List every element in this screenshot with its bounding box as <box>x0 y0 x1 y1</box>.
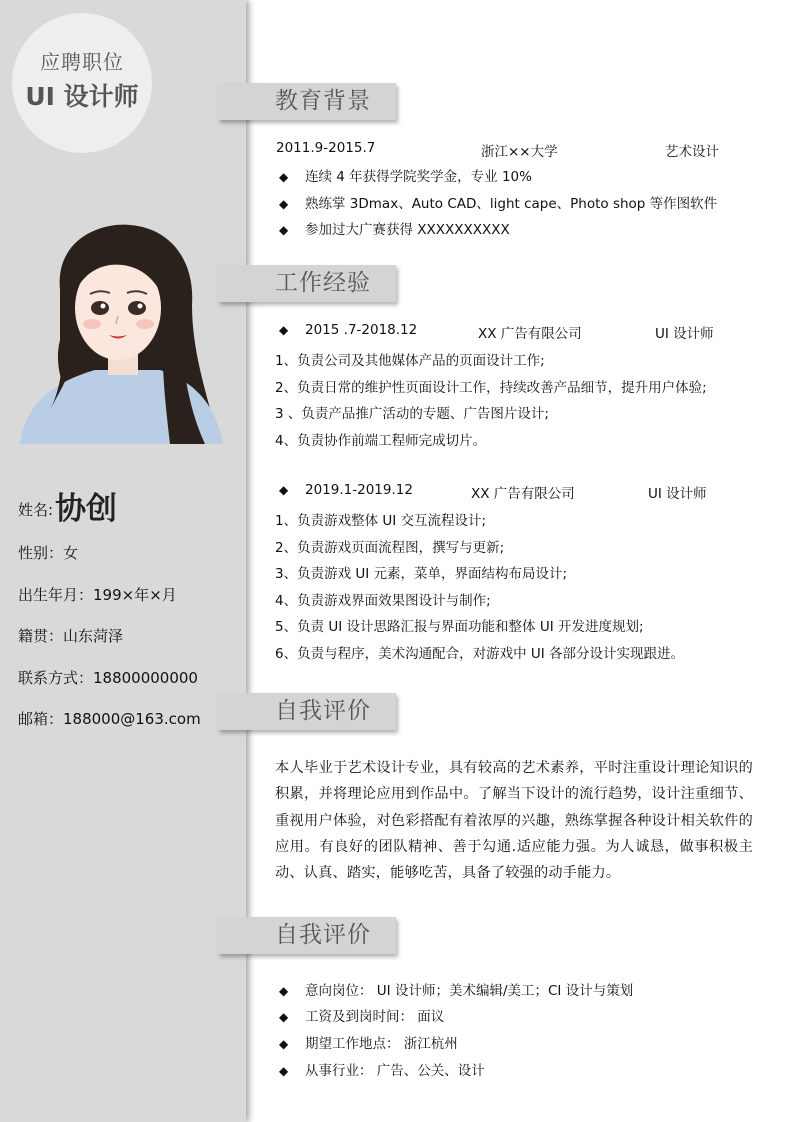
list-item: ◆ 熟练掌 3Dmax、Auto CAD、light cape、Photo shop 等作图软件 <box>279 196 718 212</box>
origin-row: 籍贯：山东菏泽 <box>18 627 124 645</box>
diamond-bullet-icon: ◆ <box>279 483 289 497</box>
job-1-duty: 2、负责日常的维护性页面设计工作，持续改善产品细节，提升用户体验; <box>275 380 707 396</box>
diamond-bullet-icon: ◆ <box>279 170 289 184</box>
name-value: 协创 <box>55 491 118 527</box>
job-2-duty: 4、负责游戏界面效果图设计与制作; <box>275 593 491 609</box>
list-item: ◆ 期望工作地点： 浙江杭州 <box>279 1036 458 1052</box>
job-1-header: ◆ 2015 .7-2018.12 <box>279 322 418 338</box>
job-2-role: UI 设计师 <box>648 486 707 502</box>
job-1-duty: 3 、负责产品推广活动的专题、广告图片设计; <box>275 406 549 422</box>
job-2-duty: 5、负责 UI 设计思路汇报与界面功能和整体 UI 开发进度规划; <box>275 619 644 635</box>
job-2-duty: 2、负责游戏页面流程图，撰写与更新; <box>275 540 505 556</box>
job-2-duty: 6、负责与程序，美术沟通配合，对游戏中 UI 各部分设计实现跟进。 <box>275 646 685 662</box>
job-1-duty: 1、负责公司及其他媒体产品的页面设计工作; <box>275 353 545 369</box>
job-2-duty: 1、负责游戏整体 UI 交互流程设计; <box>275 513 487 529</box>
list-item: ◆ 从事行业： 广告、公关、设计 <box>279 1063 485 1079</box>
work-header <box>218 265 396 302</box>
birth-row: 出生年月：199×年×月 <box>18 586 177 604</box>
name-row <box>18 483 117 528</box>
list-item: ◆ 连续 4 年获得学院奖学金，专业 10% <box>279 169 532 185</box>
sidebar <box>0 0 246 1122</box>
diamond-bullet-icon: ◆ <box>279 223 289 237</box>
avatar <box>20 220 223 444</box>
position-value: UI 设计师 <box>25 82 139 111</box>
email-row: 邮箱：188000@163.com <box>18 710 201 728</box>
diamond-bullet-icon: ◆ <box>279 1010 289 1024</box>
diamond-bullet-icon: ◆ <box>279 197 289 211</box>
self-eval-header <box>218 693 396 730</box>
job-1-role: UI 设计师 <box>655 326 714 342</box>
education-major: 艺术设计 <box>665 144 719 160</box>
work-title: 工作经验 <box>275 270 371 296</box>
education-header <box>218 83 396 120</box>
name-label: 姓名: <box>18 501 54 519</box>
education-period: 2011.9-2015.7 <box>276 140 376 156</box>
diamond-bullet-icon: ◆ <box>279 323 289 337</box>
list-item: ◆ 参加过大广赛获得 XXXXXXXXXX <box>279 222 510 238</box>
education-school: 浙江××大学 <box>481 144 558 160</box>
job-2-company: XX 广告有限公司 <box>471 486 575 502</box>
job-1-duty: 4、负责协作前端工程师完成切片。 <box>275 433 487 449</box>
job-1-company: XX 广告有限公司 <box>478 326 582 342</box>
diamond-bullet-icon: ◆ <box>279 1037 289 1051</box>
position-label: 应聘职位 <box>40 50 124 74</box>
intent-title: 自我评价 <box>275 922 371 948</box>
gender-row: 性别：女 <box>18 544 79 562</box>
diamond-bullet-icon: ◆ <box>279 1064 289 1078</box>
list-item: ◆ 工资及到岗时间： 面议 <box>279 1009 445 1025</box>
diamond-bullet-icon: ◆ <box>279 984 289 998</box>
self-eval-text: 本人毕业于艺术设计专业，具有较高的艺术素养，平时注重设计理论知识的积累，并将理论应用到作品中。了解当下设计的流行趋势，设计注重细节、重视用户体验，对色彩搭配有着浓厚的兴趣，熟练掌握各种设计相关软件的应用。有良好的团队精神、善于勾通.适应能力强。为人诚恳，做事积极主动、认真、踏实，能够吃苦，具备了较强的动手能力。 <box>275 760 753 882</box>
job-2-duty: 3、负责游戏 UI 元素，菜单，界面结构布局设计; <box>275 566 568 582</box>
phone-row: 联系方式：18800000000 <box>18 669 198 687</box>
position-badge <box>12 13 152 153</box>
job-2-header: ◆ 2019.1-2019.12 <box>279 482 413 498</box>
list-item: ◆ 意向岗位： UI 设计师；美术编辑/美工；CI 设计与策划 <box>279 983 634 999</box>
intent-header <box>218 917 396 954</box>
self-eval-title: 自我评价 <box>275 698 371 724</box>
education-title: 教育背景 <box>275 88 371 114</box>
